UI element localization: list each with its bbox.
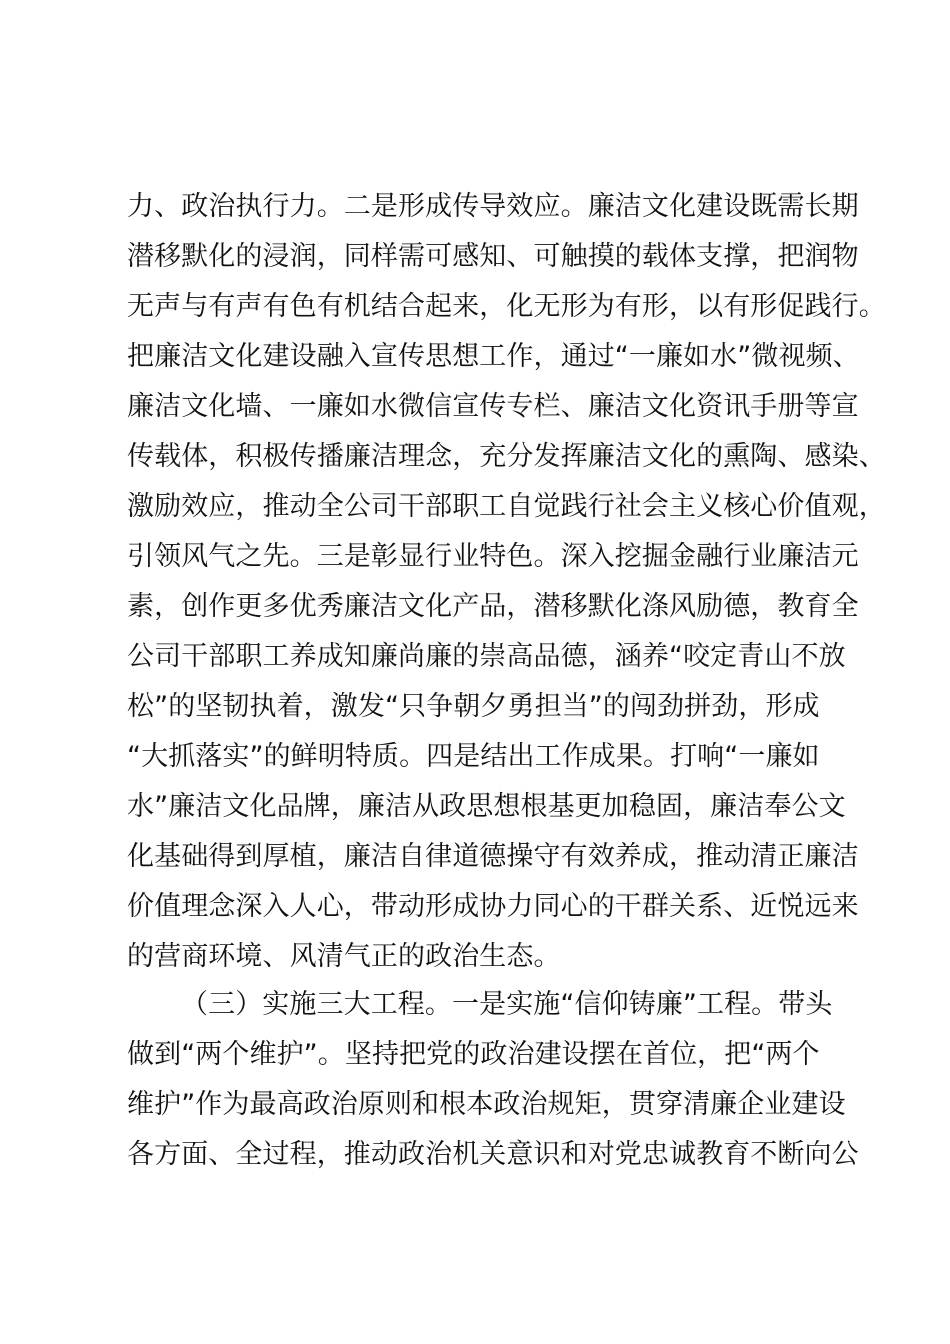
text-line: 维护”作为最高政治原则和根本政治规矩，贯穿清廉企业建设	[127, 1089, 846, 1120]
paragraph-2	[127, 980, 859, 1180]
text-line: 做到“两个维护”。坚持把党的政治建设摆在首位，把“两个	[127, 1039, 820, 1070]
text-line: 把廉洁文化建设融入宣传思想工作，通过“一廉如水”微视频、	[127, 341, 860, 372]
text-line: 价值理念深入人心，带动形成协力同心的干群关系、近悦远来	[127, 891, 859, 922]
text-line: 松”的坚韧执着，激发“只争朝夕勇担当”的闯劲拼劲，形成	[127, 691, 820, 722]
text-line: 传载体，积极传播廉洁理念，充分发挥廉洁文化的熏陶、感染、	[127, 441, 886, 472]
text-line: 廉洁文化墙、一廉如水微信宣传专栏、廉洁文化资讯手册等宣	[127, 391, 859, 422]
text-line: 引领风气之先。三是彰显行业特色。深入挖掘金融行业廉洁元	[127, 541, 859, 572]
text-line: 化基础得到厚植，廉洁自律道德操守有效养成，推动清正廉洁	[127, 841, 859, 872]
text-line: 素，创作更多优秀廉洁文化产品，潜移默化涤风励德，教育全	[127, 591, 859, 622]
text-line: 公司干部职工养成知廉尚廉的崇高品德，涵养“咬定青山不放	[127, 641, 846, 672]
text-line: 的营商环境、风清气正的政治生态。	[127, 941, 561, 972]
text-line: “大抓落实”的鲜明特质。四是结出工作成果。打响“一廉如	[127, 741, 820, 772]
text-line: 力、政治执行力。二是形成传导效应。廉洁文化建设既需长期	[127, 191, 859, 222]
text-line: （三）实施三大工程。一是实施“信仰铸廉”工程。带头	[181, 989, 833, 1020]
text-line: 各方面、全过程，推动政治机关意识和对党忠诚教育不断向公	[127, 1139, 859, 1170]
text-line: 无声与有声有色有机结合起来，化无形为有形，以有形促践行。	[127, 291, 886, 322]
text-line: 水”廉洁文化品牌，廉洁从政思想根基更加稳固，廉洁奉公文	[127, 791, 846, 822]
text-line: 潜移默化的浸润，同样需可感知、可触摸的载体支撑，把润物	[127, 241, 859, 272]
paragraph-1	[127, 182, 886, 982]
text-line: 激励效应，推动全公司干部职工自觉践行社会主义核心价值观，	[127, 491, 886, 522]
